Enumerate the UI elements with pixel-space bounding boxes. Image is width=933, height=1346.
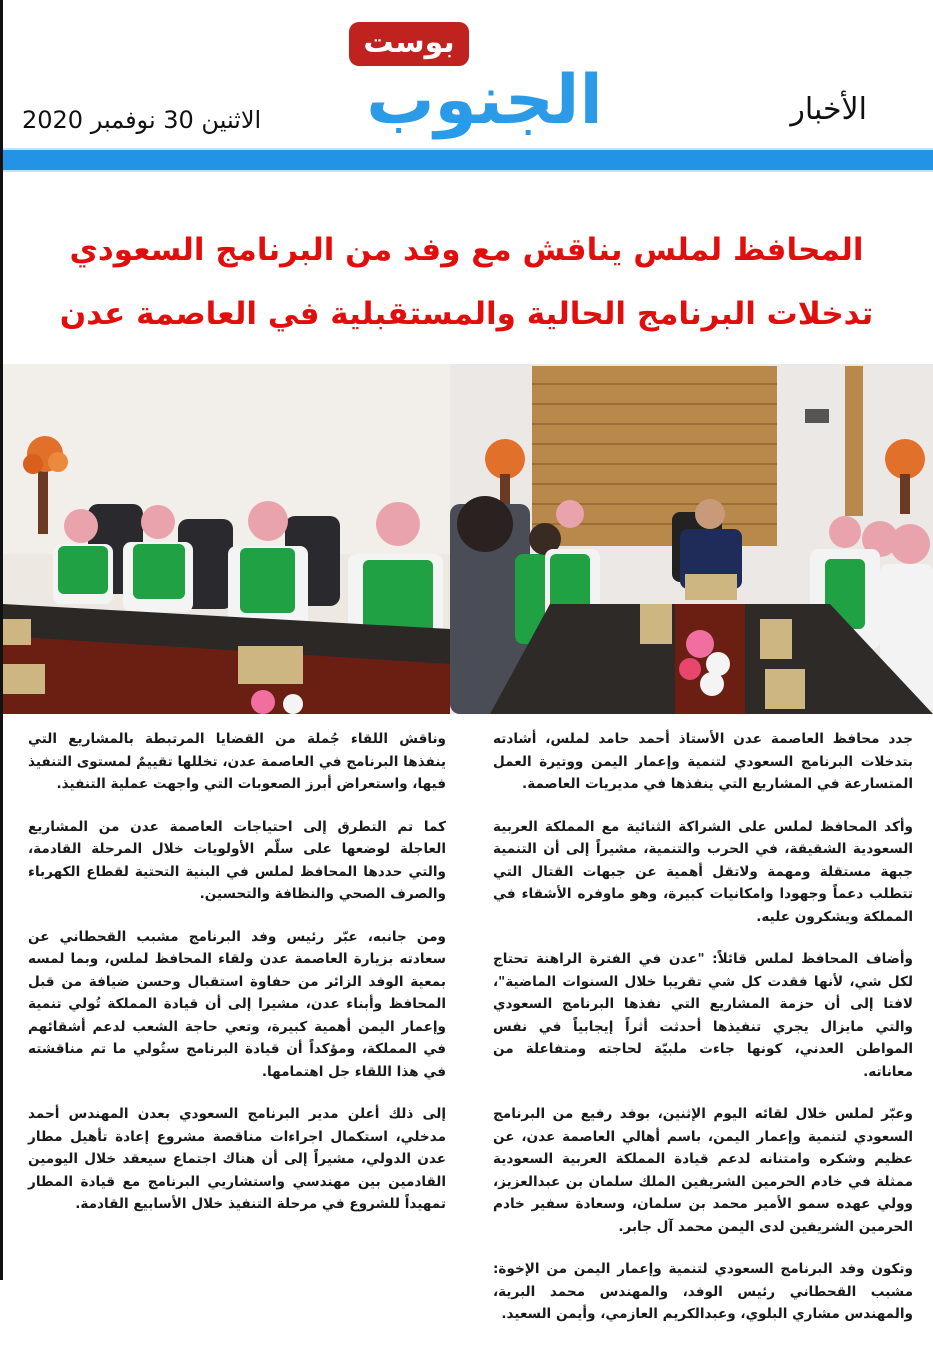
article-paragraph: وناقش اللقاء جُملة من القضايا المرتبطة بالمشاريع التي ينفذها البرنامج في العاصمة عدن، تخللها تقييمٌ لمستوى التنفيذ فيها، واستعراض أبرز الصعوبات التي واجهت عملية التنفيذ. [28,731,446,792]
article-column-right [493,728,913,1346]
headline-line-2: تدخلات البرنامج الحالية والمستقبلية في العاصمة عدن [59,296,874,332]
article-paragraph: وأضاف المحافظ لملس قائلاً: "عدن في الفترة الراهنة تحتاج لكل شي، لأنها فقدت كل شي تقريبا خلال السنوات الماضية"، لافتا إلى أن حزمة المشاريع التي نفذها البرنامج السعودي والتي مايزال يجري تنفيذها أحدثت أثراً إيجابياً في نفس المواطن العدني، كونها جاءت ملبيّة لحاجته ومتفاعلة من معاناته. [493,951,913,1080]
issue-date: الاثنين 30 نوفمبر 2020 [22,106,262,134]
article-paragraph: كما تم التطرق إلى احتياجات العاصمة عدن من المشاريع العاجلة لوضعها على سلّم الأولويات خلال المرحلة القادمة، والتي حددها المحافظ لملس في البنية التحتية لقطاع الكهرباء والصرف الصحي والنظافة والتحسين. [28,818,446,902]
article-paragraph: ومن جانبه، عبّر رئيس وفد البرنامج مشبب القحطاني عن سعادته بزيارة العاصمة عدن ولقاء المحافظ لملس، وبما لمسه بمعية الوفد الزائر من حفاوة استقبال وحسن ضيافة من قبل المحافظ وأبناء عدن، مشيرا إلى أن قيادة المملكة تُولي تنمية وإعمار اليمن أهمية كبيرة، وتعي حاجة الشعب لدعم أشقائهم في المملكة، ومؤكداً أن قيادة البرنامج ستُولي ما تم مناقشته في هذا اللقاء جل اهتمامها. [28,928,446,1080]
article-column-left [28,728,446,1236]
article-headline [20,218,913,346]
logo-badge: بوست [349,22,469,66]
article-paragraph: إلى ذلك أعلن مدير البرنامج السعودي بعدن المهندس أحمد مدخلي، استكمال اجراءات مناقصة مشروع إعادة تأهيل مطار عدن الدولي، مشيراً إلى أن هناك اجتماع سيعقد خلال اليومين القادمين بين مهندسي واستشاريي البرنامج مع قيادة المطار تمهيداً للشروع في مرحلة التنفيذ خلال الأسابيع القادمة. [28,1106,446,1212]
logo-wordmark: الجنوب [366,61,603,140]
headline-line-1: المحافظ لملس يناقش مع وفد من البرنامج السعودي [69,232,864,268]
article-paragraph: وأكد المحافظ لملس على الشراكة الثنائية مع المملكة العربية السعودية الشقيقة، في الحرب والتنمية، مشيراً إلى أن التنمية جبهة مستقلة ومهمة ولاتقل أهمية عن جبهات القتال التي تتطلب دعماً وجهودا وامكانيات كبيرة، وهو ماوفره الأشقاء في المملكة ويشكرون عليه. [493,818,913,925]
delegation-members-photo [3,364,450,714]
header-divider-bar [3,148,933,172]
article-paragraph: وعبّر لملس خلال لقائه اليوم الإثنين، بوفد رفيع من البرنامج السعودي لتنمية وإعمار اليمن، باسم أهالي العاصمة عدن، عن عظيم وشكره وامتنانه لدعم قيادة المملكة العربية السعودية ممثلة في خادم الحرمين الشريفين الملك سلمان بن عبدالعزيز، وولي عهده سمو الأمير محمد بن سلمان، وسعادة سفير خادم الحرمين الشريفين لدى اليمن محمد آل جابر. [493,1106,913,1235]
article-paragraph: وتكون وفد البرنامج السعودي لتنمية وإعمار اليمن من الإخوة: مشبب القحطاني رئيس الوفد، والمهندس محمد البرية، والمهندس مشاري البلوي، وعبدالكريم العازمي، وأيمن السعيد. [493,1261,913,1322]
site-logo[interactable] [345,20,625,140]
section-label: الأخبار [790,92,867,127]
article-paragraph: جدد محافظ العاصمة عدن الأستاذ أحمد حامد لملس، أشادته بتدخلات البرنامج السعودي لتنمية وإعمار اليمن ووتيرة العمل المتسارعة في المشاريع التي ينفذها في مديريات العاصمة. [493,731,913,792]
meeting-room-photo [450,364,933,714]
